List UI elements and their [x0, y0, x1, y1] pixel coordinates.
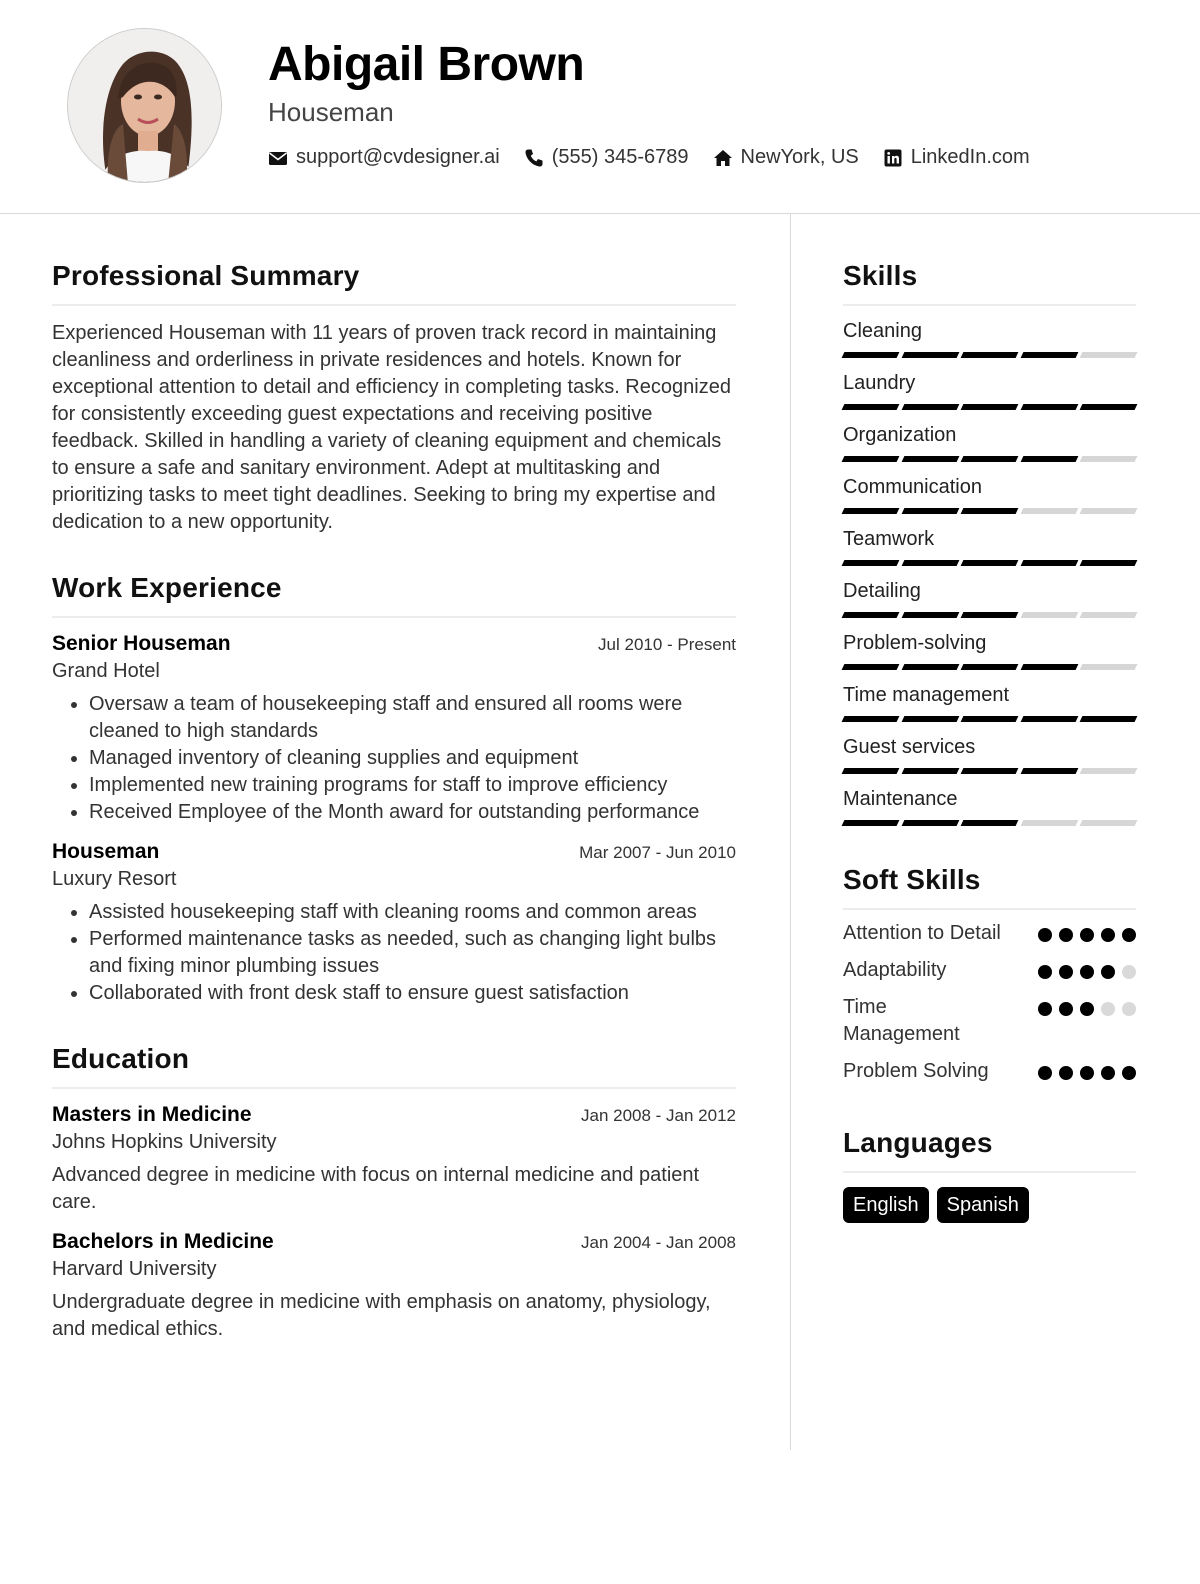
soft-skill-name: Time Management	[843, 996, 960, 1045]
contact-location-text: NewYork, US	[740, 146, 859, 168]
skill-level-segment	[961, 820, 1019, 826]
experience-heading: Work Experience	[52, 570, 736, 618]
skills-section	[843, 258, 1136, 826]
skill-level-segment	[842, 664, 900, 670]
profile-photo	[67, 28, 222, 183]
skill-level-segment	[1080, 508, 1138, 514]
skill-level-segment	[1080, 612, 1138, 618]
phone-icon	[524, 148, 544, 168]
skill-level-segment	[901, 612, 959, 618]
column-divider	[790, 214, 791, 1450]
skill-level-bar	[843, 404, 1136, 410]
job-title: Senior Houseman	[52, 632, 231, 655]
home-icon	[713, 148, 733, 168]
summary-heading: Professional Summary	[52, 258, 736, 306]
experience-section	[52, 570, 736, 1007]
skill-name: Time management	[843, 684, 1009, 706]
soft-skill-item	[843, 957, 1136, 984]
skill-level-segment	[901, 716, 959, 722]
rating-dot	[1101, 1002, 1115, 1016]
soft-skill-item	[843, 994, 1136, 1048]
skill-level-segment	[961, 716, 1019, 722]
skill-level-bar	[843, 612, 1136, 618]
job-employer: Luxury Resort	[52, 868, 177, 890]
skill-level-segment	[842, 560, 900, 566]
contact-email[interactable]	[268, 146, 500, 169]
skill-level-segment	[1020, 612, 1078, 618]
skill-name: Cleaning	[843, 320, 922, 342]
skill-level-segment	[842, 352, 900, 358]
skill-level-segment	[1080, 664, 1138, 670]
skill-level-segment	[842, 716, 900, 722]
sidebar-column	[843, 258, 1136, 1223]
job-dates: Jul 2010 - Present	[598, 635, 736, 654]
skill-item	[843, 630, 1136, 670]
rating-dot	[1080, 928, 1094, 942]
rating-dot	[1122, 1002, 1136, 1016]
rating-dot	[1059, 928, 1073, 942]
job-entry	[52, 632, 736, 826]
education-heading: Education	[52, 1041, 736, 1089]
rating-dot	[1059, 1066, 1073, 1080]
skill-level-segment	[1080, 716, 1138, 722]
skill-level-segment	[1020, 820, 1078, 826]
job-dates: Mar 2007 - Jun 2010	[579, 843, 736, 862]
skill-level-segment	[961, 404, 1019, 410]
soft-skills-heading: Soft Skills	[843, 862, 1136, 910]
skill-level-segment	[901, 352, 959, 358]
skill-level-segment	[961, 508, 1019, 514]
skill-level-segment	[1020, 456, 1078, 462]
rating-dot	[1101, 965, 1115, 979]
skill-item	[843, 578, 1136, 618]
skills-list	[843, 318, 1136, 826]
resume-header	[0, 0, 1200, 214]
job-bullet: • Performed maintenance tasks as needed, such as changing light bulbs and fixing minor plumbing issues	[89, 926, 736, 980]
portrait-image	[68, 29, 222, 183]
skill-name: Problem-solving	[843, 632, 987, 654]
skill-name: Maintenance	[843, 788, 958, 810]
job-bullet: • Oversaw a team of housekeeping staff and ensured all rooms were cleaned to high standards	[89, 691, 736, 745]
education-section	[52, 1041, 736, 1343]
education-entry	[52, 1230, 736, 1343]
skill-level-segment	[1080, 456, 1138, 462]
skill-name: Organization	[843, 424, 957, 446]
school-name: Johns Hopkins University	[52, 1131, 277, 1153]
contact-bar	[268, 146, 1054, 169]
soft-skill-rating	[1031, 1002, 1136, 1016]
skill-level-segment	[842, 508, 900, 514]
job-bullet: • Assisted housekeeping staff with cleaning rooms and common areas	[89, 899, 736, 926]
skill-name: Guest services	[843, 736, 976, 758]
contact-email-text: support@cvdesigner.ai	[296, 146, 500, 168]
skill-level-bar	[843, 508, 1136, 514]
skill-level-bar	[843, 820, 1136, 826]
skill-level-segment	[901, 820, 959, 826]
skill-level-segment	[961, 768, 1019, 774]
linkedin-icon	[883, 148, 903, 168]
skill-level-segment	[842, 456, 900, 462]
skill-level-segment	[842, 820, 900, 826]
rating-dot	[1080, 965, 1094, 979]
job-bullets	[52, 691, 736, 826]
skill-level-bar	[843, 768, 1136, 774]
skill-level-segment	[961, 352, 1019, 358]
skill-level-segment	[1020, 768, 1078, 774]
skill-item	[843, 682, 1136, 722]
skill-item	[843, 786, 1136, 826]
soft-skill-rating	[1031, 965, 1136, 979]
skill-level-segment	[1080, 820, 1138, 826]
education-dates: Jan 2004 - Jan 2008	[580, 1233, 736, 1252]
job-bullet: • Received Employee of the Month award for outstanding performance	[89, 799, 736, 826]
rating-dot	[1080, 1066, 1094, 1080]
soft-skills-list	[843, 920, 1136, 1085]
rating-dot	[1122, 928, 1136, 942]
skill-level-segment	[901, 664, 959, 670]
rating-dot	[1038, 965, 1052, 979]
skill-level-bar	[843, 456, 1136, 462]
languages-section	[843, 1125, 1136, 1223]
rating-dot	[1122, 965, 1136, 979]
skill-level-bar	[843, 560, 1136, 566]
language-tag: Spanish	[937, 1187, 1029, 1223]
job-title: Houseman	[52, 840, 160, 863]
skill-level-segment	[1020, 508, 1078, 514]
skill-level-segment	[961, 560, 1019, 566]
job-employer: Grand Hotel	[52, 660, 160, 682]
candidate-role: Houseman	[268, 97, 394, 127]
skill-level-segment	[901, 404, 959, 410]
summary-text: Experienced Houseman with 11 years of proven track record in maintaining cleanliness and orderliness in private residences and hotels. Known for exceptional attention to detail and efficiency in completing tasks. Recognized for consistently exceeding guest expectations and receiving positive feedback. Skilled in handling a variety of cleaning equipment and chemicals to ensure a safe and sanitary environment. Adept at multitasking and prioritizing tasks to meet tight deadlines. Seeking to bring my expertise and dedication to a new opportunity.	[52, 322, 731, 533]
skill-name: Communication	[843, 476, 982, 498]
skill-level-segment	[1080, 352, 1138, 358]
rating-dot	[1038, 1066, 1052, 1080]
skill-level-segment	[842, 768, 900, 774]
skill-level-segment	[1020, 560, 1078, 566]
skill-level-segment	[901, 508, 959, 514]
skill-level-segment	[961, 456, 1019, 462]
skill-level-segment	[1020, 352, 1078, 358]
contact-linkedin-text: LinkedIn.com	[910, 146, 1030, 168]
skill-item	[843, 318, 1136, 358]
job-bullet: • Collaborated with front desk staff to ensure guest satisfaction	[89, 980, 736, 1007]
contact-phone[interactable]	[524, 146, 689, 169]
skill-level-segment	[842, 612, 900, 618]
skill-item	[843, 422, 1136, 462]
contact-linkedin[interactable]	[883, 146, 1030, 169]
contact-location	[713, 146, 859, 169]
skill-item	[843, 370, 1136, 410]
skill-name: Detailing	[843, 580, 921, 602]
languages-list	[843, 1187, 1136, 1223]
skill-level-bar	[843, 716, 1136, 722]
education-dates: Jan 2008 - Jan 2012	[580, 1106, 736, 1125]
soft-skill-rating	[1031, 928, 1136, 942]
job-bullet: • Implemented new training programs for staff to improve efficiency	[89, 772, 736, 799]
soft-skill-item	[843, 1058, 1136, 1085]
skill-level-bar	[843, 352, 1136, 358]
rating-dot	[1101, 1066, 1115, 1080]
skill-level-segment	[1020, 716, 1078, 722]
skill-level-segment	[901, 768, 959, 774]
rating-dot	[1080, 1002, 1094, 1016]
envelope-icon	[268, 148, 288, 168]
skill-level-segment	[961, 612, 1019, 618]
education-description: Undergraduate degree in medicine with emphasis on anatomy, physiology, and medical ethics.	[52, 1291, 711, 1340]
soft-skill-name: Problem Solving	[843, 1060, 989, 1082]
main-column	[52, 258, 736, 1343]
soft-skill-name: Attention to Detail	[843, 922, 1001, 944]
soft-skills-section	[843, 862, 1136, 1085]
rating-dot	[1122, 1066, 1136, 1080]
skill-level-segment	[901, 456, 959, 462]
languages-heading: Languages	[843, 1125, 1136, 1173]
degree-title: Masters in Medicine	[52, 1103, 252, 1126]
contact-phone-text: (555) 345-6789	[551, 146, 689, 168]
rating-dot	[1101, 928, 1115, 942]
soft-skill-item	[843, 920, 1136, 947]
rating-dot	[1038, 928, 1052, 942]
skill-name: Teamwork	[843, 528, 935, 550]
skill-item	[843, 474, 1136, 514]
soft-skill-rating	[1031, 1066, 1136, 1080]
rating-dot	[1059, 965, 1073, 979]
skill-level-segment	[1080, 404, 1138, 410]
soft-skill-name: Adaptability	[843, 959, 947, 981]
skill-name: Laundry	[843, 372, 916, 394]
skill-item	[843, 734, 1136, 774]
rating-dot	[1038, 1002, 1052, 1016]
education-description: Advanced degree in medicine with focus on internal medicine and patient care.	[52, 1164, 700, 1213]
summary-section	[52, 258, 736, 536]
education-entry	[52, 1103, 736, 1216]
skill-level-segment	[1020, 664, 1078, 670]
job-entry	[52, 840, 736, 1007]
skill-level-segment	[1080, 768, 1138, 774]
skill-item	[843, 526, 1136, 566]
skill-level-bar	[843, 664, 1136, 670]
skill-level-segment	[901, 560, 959, 566]
skill-level-segment	[1080, 560, 1138, 566]
skills-heading: Skills	[843, 258, 1136, 306]
job-bullets	[52, 899, 736, 1007]
skill-level-segment	[842, 404, 900, 410]
job-bullet: • Managed inventory of cleaning supplies and equipment	[89, 745, 736, 772]
candidate-name: Abigail Brown	[268, 38, 585, 91]
skill-level-segment	[961, 664, 1019, 670]
skill-level-segment	[1020, 404, 1078, 410]
school-name: Harvard University	[52, 1258, 217, 1280]
rating-dot	[1059, 1002, 1073, 1016]
language-tag: English	[843, 1187, 929, 1223]
degree-title: Bachelors in Medicine	[52, 1230, 274, 1253]
